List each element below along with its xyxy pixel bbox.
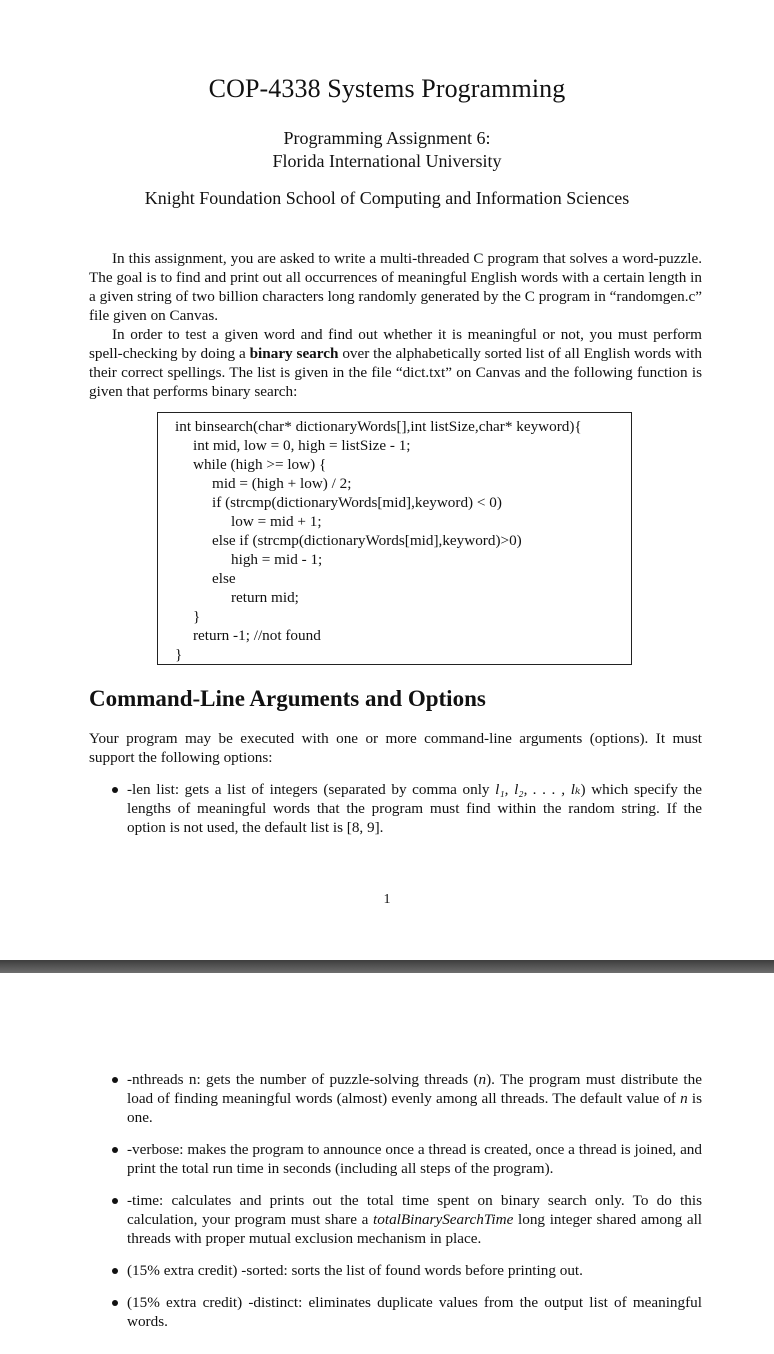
section-heading: Command-Line Arguments and Options [89, 686, 486, 711]
intro-paragraph-1: In this assignment, you are asked to write a multi-threaded C program that solves a word-puzzle. The goal is to find and print out all occurrences of meaningful English words with a certain length in a given string of two billion characters long randomly generated by the C program in “randomgen.c” file given on Canvas. [89, 250, 702, 324]
code-line: return mid; [231, 589, 299, 606]
code-line: else if (strcmp(dictionaryWords[mid],keyword)>0) [212, 532, 522, 549]
option-nthreads [127, 1070, 702, 1127]
option-nthreads-text-after: is one. [127, 1090, 702, 1126]
code-line: while (high >= low) { [193, 456, 327, 473]
page-number: 1 [383, 892, 391, 907]
binary-search-emphasis: binary search [249, 345, 339, 362]
option-nthreads-var: n [478, 1071, 487, 1088]
assignment-subtitle: Programming Assignment 6: [283, 128, 491, 148]
option-nthreads-var2: n [680, 1090, 688, 1107]
code-line: mid = (high + low) / 2; [212, 475, 352, 492]
option-distinct: (15% extra credit) -distinct: eliminates duplicate values from the output list of meaningful words. [127, 1294, 702, 1330]
code-line: return -1; //not found [193, 627, 321, 644]
option-time-text: -time: calculates and prints out the total time spent on binary search only. To do this calculation, your program must share a [127, 1192, 702, 1228]
document-title: COP-4338 Systems Programming [208, 74, 566, 103]
para2-text-before: In order to test a given word and find out whether it is meaningful or not, you must perform spell-checking by doing a [89, 326, 702, 362]
option-time-text-after: long integer shared among all threads with proper mutual exclusion mechanism in place. [127, 1211, 703, 1247]
option-verbose: -verbose: makes the program to announce once a thread is created, once a thread is joined, and print the total run time in seconds (including all steps of the program). [127, 1141, 702, 1177]
bullet-icon [112, 1077, 118, 1083]
para2-text-after: over the alphabetically sorted list of all English words with their correct spellings. The list is given in the file “dict.txt” on Canvas and the following function is given that performs binary search: [89, 345, 702, 400]
page-divider [0, 960, 774, 973]
document-page-2 [0, 973, 774, 1354]
bullet-icon [112, 787, 118, 793]
option-sorted: (15% extra credit) -sorted: sorts the list of found words before printing out. [127, 1262, 583, 1279]
code-line: if (strcmp(dictionaryWords[mid],keyword) < 0) [212, 494, 502, 511]
code-line: high = mid - 1; [231, 551, 323, 568]
option-len-text: -len list: gets a list of integers (separated by comma only [127, 781, 496, 798]
option-time [127, 1191, 702, 1248]
options-intro: Your program may be executed with one or more command-line arguments (options). It must support the following options: [89, 730, 702, 766]
code-line: int binsearch(char* dictionaryWords[],int listSize,char* keyword){ [175, 418, 582, 435]
bullet-icon [112, 1268, 118, 1274]
option-len [127, 780, 702, 837]
code-listing [157, 412, 632, 665]
bullet-icon [112, 1198, 118, 1204]
university-name: Florida International University [272, 151, 502, 171]
intro-paragraph-2 [89, 325, 702, 401]
option-len-math: l₁, l₂, . . . , lₖ [495, 781, 581, 798]
bullet-icon [112, 1300, 118, 1306]
option-time-italic: totalBinarySearchTime [373, 1211, 514, 1228]
option-nthreads-text-mid: ). The program must distribute the load of finding meaningful words (almost) evenly among all threads. The default value of [127, 1071, 702, 1107]
school-name: Knight Foundation School of Computing and Information Sciences [144, 188, 630, 208]
code-line: } [175, 646, 183, 663]
code-line: else [212, 570, 236, 587]
code-line: low = mid + 1; [231, 513, 322, 530]
bullet-icon [112, 1147, 118, 1153]
option-len-text-after: ) which specify the lengths of meaningful words that the program must find within the random string. If the option is not used, the default list is [8, 9]. [127, 781, 702, 836]
option-nthreads-text: -nthreads n: gets the number of puzzle-solving threads ( [127, 1071, 479, 1088]
code-line: int mid, low = 0, high = listSize - 1; [193, 437, 411, 454]
code-line: } [193, 608, 201, 625]
